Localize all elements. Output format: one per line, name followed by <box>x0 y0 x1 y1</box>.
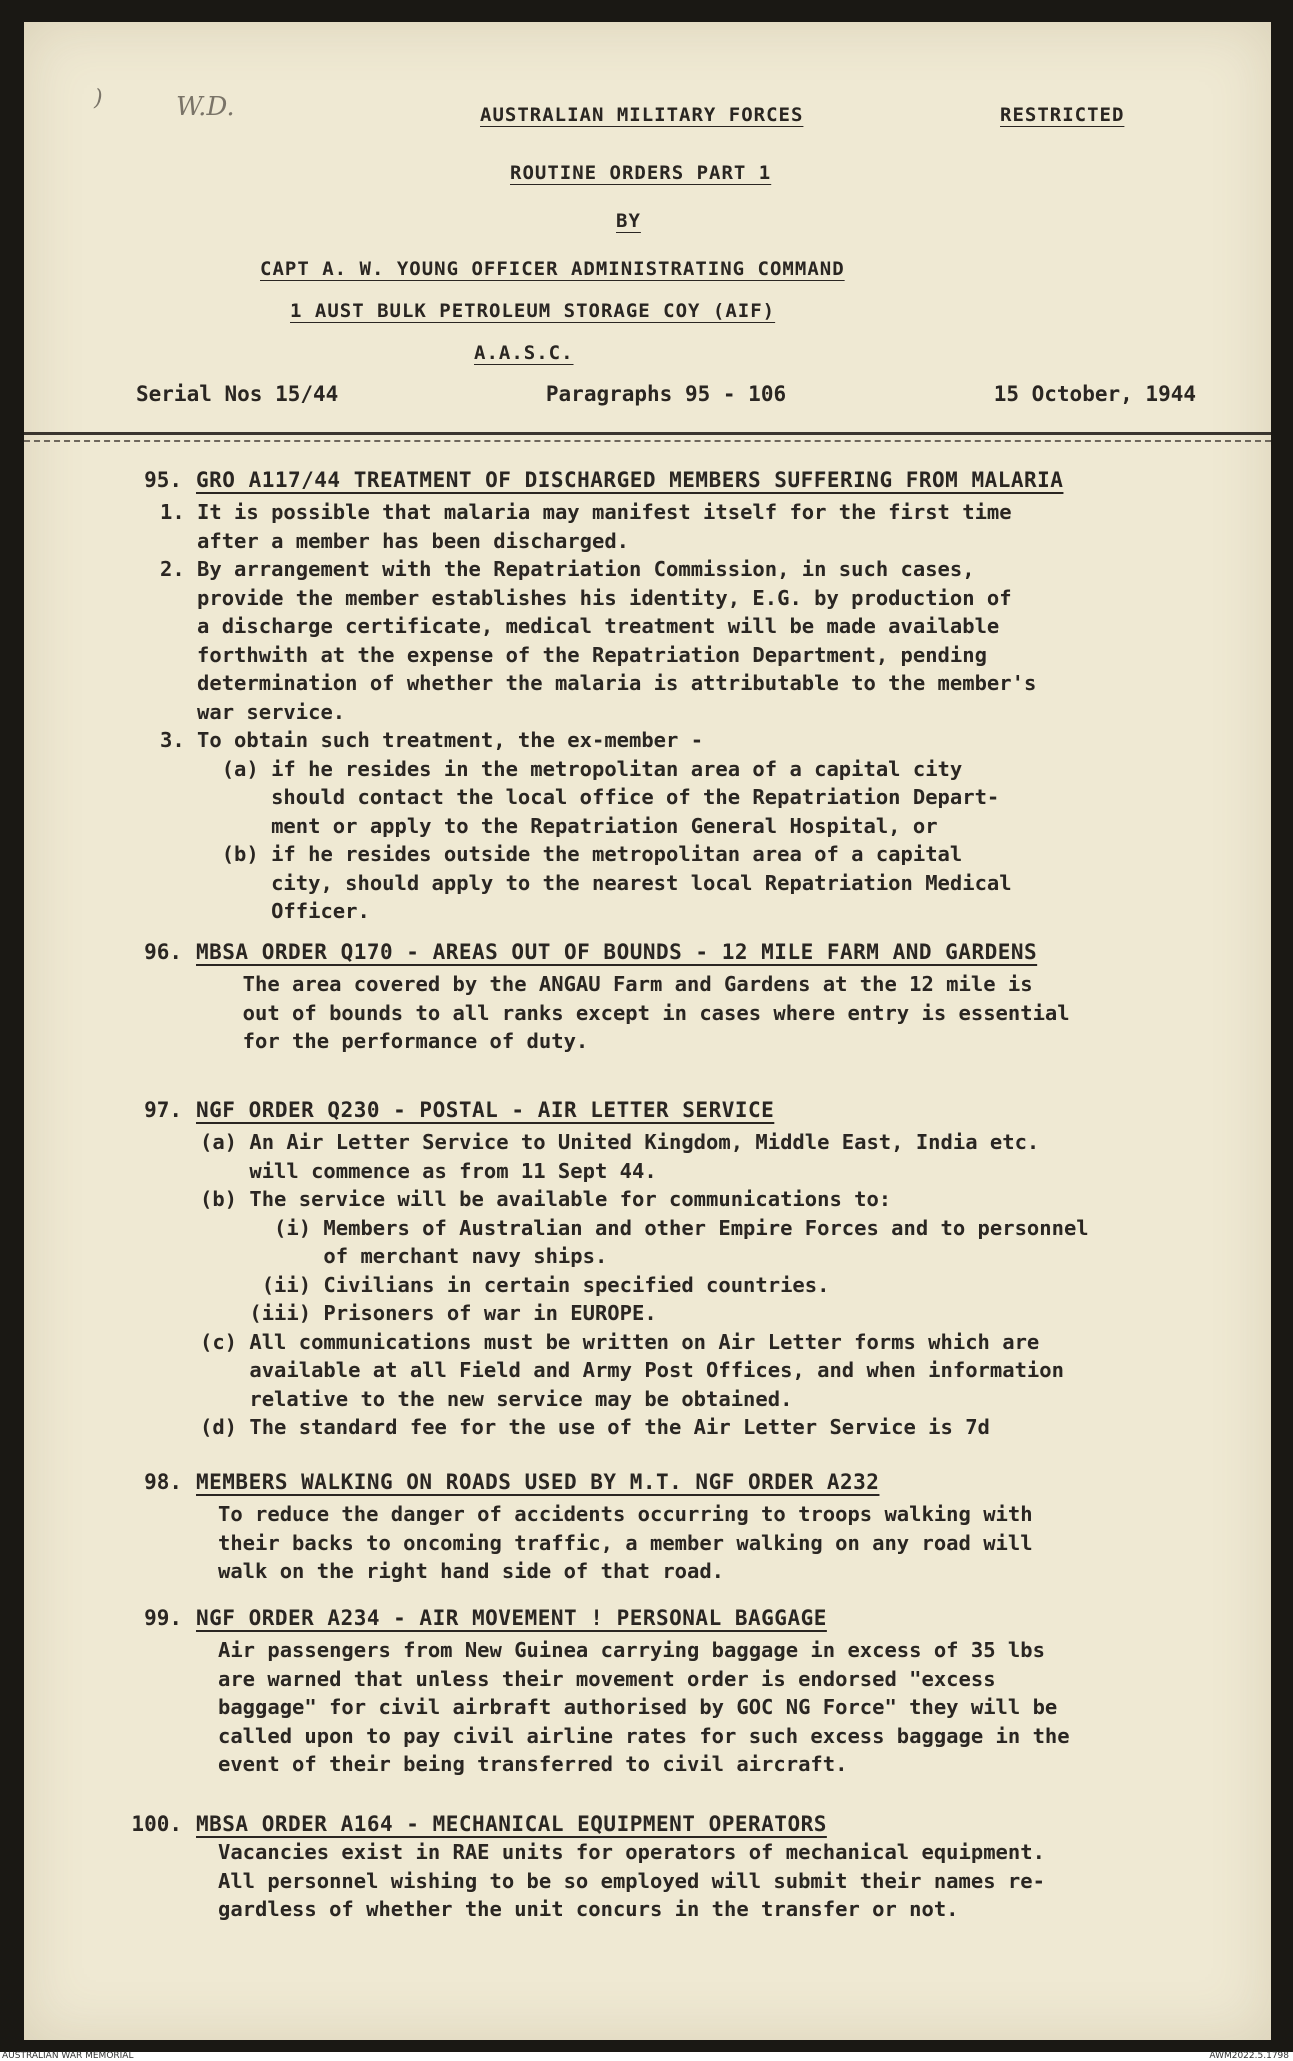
paragraph-98 <box>108 1470 1258 1586</box>
paragraph-heading <box>108 940 1258 964</box>
paragraph-96 <box>108 940 1258 1056</box>
paragraph-number: 98. <box>144 1470 182 1494</box>
paragraph-body: Vacancies exist in RAE units for operators of mechanical equipment. All personnel wishing to be so employed will submit their names re- gardless of whether the unit concurs in the transfer or not. <box>218 1840 1045 1921</box>
classification-label: RESTRICTED <box>1000 104 1125 126</box>
paragraph-number: 95. <box>144 468 182 492</box>
document-page <box>24 22 1271 2040</box>
paragraph-body: Air passengers from New Guinea carrying baggage in excess of 35 lbs are warned that unless their movement order is endorsed "excess baggage" for civil airbraft authorised by GOC NG Force" they will be called upon to pay civil airline rates for such excess baggage in the event of their being transferred to civil aircraft. <box>218 1638 1070 1776</box>
serial-line <box>136 382 1196 406</box>
paragraph-body: (a) An Air Letter Service to United Kingdom, Middle East, India etc. will commence as from 11 Sept 44. (b) The service will be available for communications to: (i) Members of Australian and other Empire Forces and to personnel of merchant navy ships. (ii) Civilians in certain specified countries. (iii) Prisoners of war in EUROPE. (c) All communications must be written on Air Letter forms which are available at all Field and Army Post Offices, and when information relative to the new service may be obtained. (d) The standard fee for the use of the Air Letter Service is 7d <box>200 1130 1089 1439</box>
handwritten-annotation: W.D. <box>176 92 235 122</box>
paragraph-title: MBSA ORDER Q170 - AREAS OUT OF BOUNDS - 12 MILE FARM AND GARDENS <box>196 940 1038 964</box>
paragraph-number: 96. <box>144 940 182 964</box>
paragraph-number: 99. <box>144 1606 182 1630</box>
paragraph-body: 1. It is possible that malaria may manifest itself for the first time after a member has been discharged. 2. By arrangement with the Repatriation Commission, in such cases, provide the member establishes his identity, E.G. by production of a discharge certificate, medical treatment will be made available forthwith at the expense of the Repatriation Department, pending determination of whether the malaria is attributable to the member's war service. 3. To obtain such treatment, the ex-member - (a) if he resides in the metropolitan area of a capital city should contact the local office of the Repatriation Depart- ment or apply to the Repatriation General Hospital, or (b) if he resides outside the metropolitan area of a capital city, should apply to the nearest local Repatriation Medical Officer. <box>160 500 1037 923</box>
header-divider-dashed <box>24 440 1271 442</box>
corps-line: A.A.S.C. <box>474 342 574 364</box>
paragraph-number: 97. <box>144 1098 182 1122</box>
paragraph-heading <box>108 1812 1258 1836</box>
paragraph-heading <box>108 468 1258 492</box>
paragraph-97 <box>108 1098 1258 1442</box>
paragraph-95 <box>108 468 1258 926</box>
paragraph-number: 100. <box>131 1812 182 1836</box>
unit-line: 1 AUST BULK PETROLEUM STORAGE COY (AIF) <box>290 300 776 322</box>
paragraph-100 <box>108 1812 1258 1924</box>
header-divider <box>24 432 1271 435</box>
paragraph-title: MEMBERS WALKING ON ROADS USED BY M.T. NGF ORDER A232 <box>196 1470 880 1494</box>
paragraph-99 <box>108 1606 1258 1779</box>
paragraph-heading <box>108 1098 1258 1122</box>
paragraph-range: Paragraphs 95 - 106 <box>545 382 787 406</box>
org-heading: AUSTRALIAN MILITARY FORCES <box>480 104 804 126</box>
archive-credit: AUSTRALIAN WAR MEMORIAL <box>2 2051 134 2061</box>
paragraph-title: GRO A117/44 TREATMENT OF DISCHARGED MEMBERS SUFFERING FROM MALARIA <box>196 468 1064 492</box>
paragraph-title: NGF ORDER A234 - AIR MOVEMENT ! PERSONAL BAGGAGE <box>196 1606 827 1630</box>
accession-number: AWM2022.5.1798 <box>1209 2051 1289 2061</box>
paragraph-heading <box>108 1606 1258 1630</box>
document-title: ROUTINE ORDERS PART 1 <box>510 162 772 184</box>
by-label: BY <box>616 210 641 232</box>
margin-mark: ) <box>94 86 103 111</box>
issuer-line: CAPT A. W. YOUNG OFFICER ADMINISTRATING COMMAND <box>260 258 845 280</box>
paragraph-body: The area covered by the ANGAU Farm and Gardens at the 12 mile is out of bounds to all ranks except in cases where entry is essential for the performance of duty. <box>242 972 1070 1053</box>
paragraph-heading <box>108 1470 1258 1494</box>
paragraph-title: NGF ORDER Q230 - POSTAL - AIR LETTER SERVICE <box>196 1098 775 1122</box>
paragraph-body: To reduce the danger of accidents occurring to troops walking with their backs to oncoming traffic, a member walking on any road will walk on the right hand side of that road. <box>218 1502 1033 1583</box>
archive-caption-bar <box>0 2052 1293 2061</box>
paragraph-title: MBSA ORDER A164 - MECHANICAL EQUIPMENT OPERATORS <box>196 1812 827 1836</box>
order-date: 15 October, 1944 <box>993 382 1196 406</box>
serial-numbers: Serial Nos 15/44 <box>136 382 339 406</box>
